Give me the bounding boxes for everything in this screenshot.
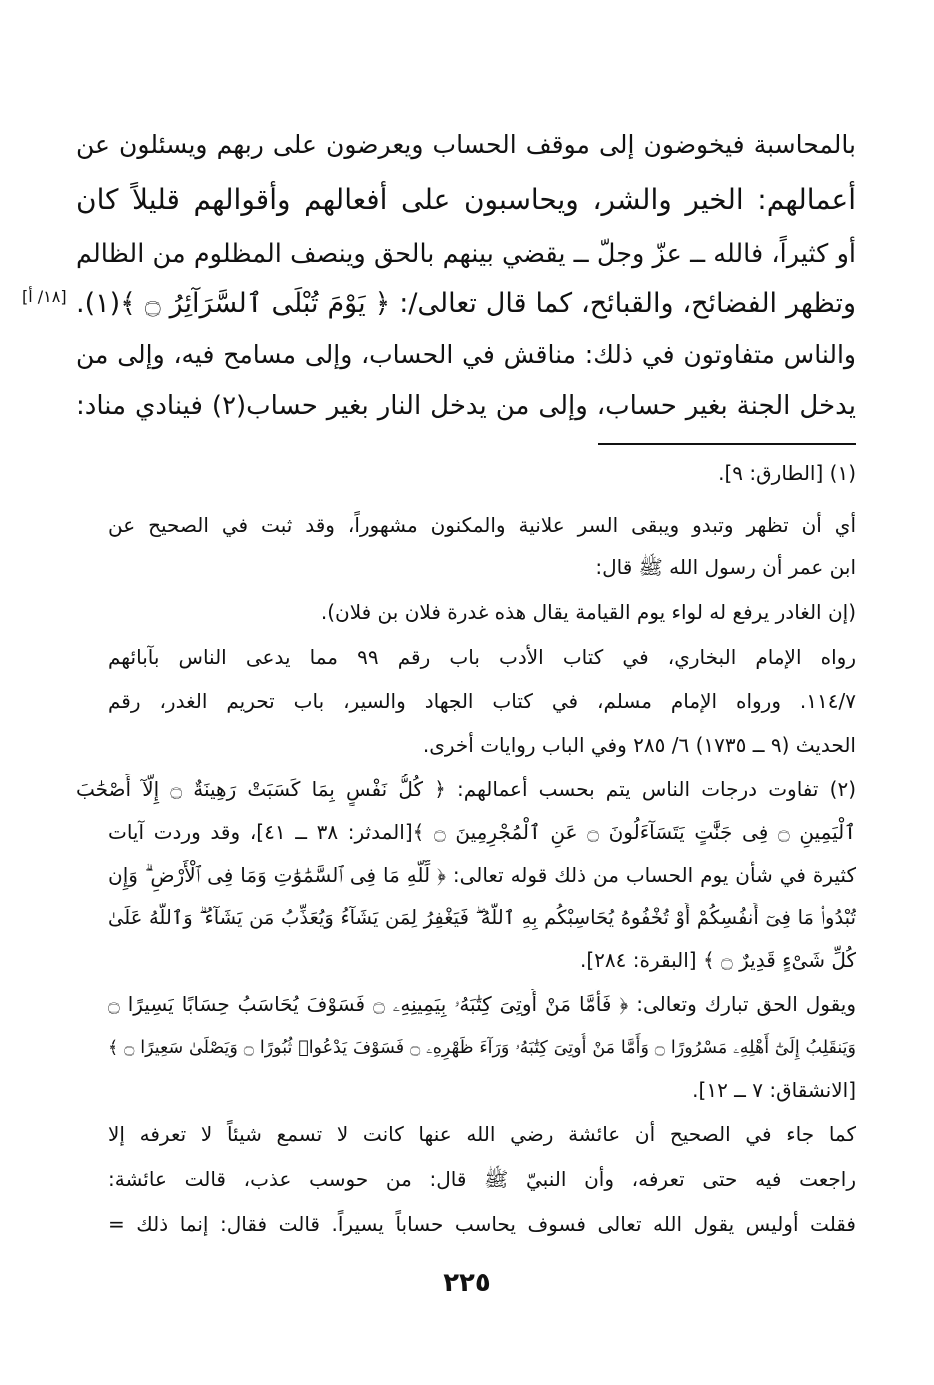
footnote-line: وَيَنقَلِبُ إِلَىٰٓ أَهْلِهِۦ مَسْرُورًا ۝ وَأَمَّا مَنْ أُوتِىَ كِتَٰبَهُۥ وَرَآءَ ظَهْرِهِۦ ۝ فَسَوْفَ يَدْعُوا۟ ثُبُورًا ۝ وَيَصْلَىٰ سَعِيرًا ۝ ﴾ (108, 1038, 856, 1058)
footnote-line: كُلِّ شَىْءٍ قَدِيرٌ ۝ ﴾ [البقرة: ٢٨٤]. (579, 948, 856, 972)
footnote-line: فقلت أوليس يقول الله تعالى فسوف يحاسب حساباً يسيراً. قالت فقال: إنما ذلك = (108, 1212, 856, 1236)
main-text-line-1: بالمحاسبة فيخوضون إلى موقف الحساب ويعرضون على ربهم ويسئلون عن (76, 130, 856, 159)
footnote-line: كما جاء في الصحيح أن عائشة رضي الله عنها كانت لا تسمع شيئاً لا تعرفه إلا (108, 1122, 856, 1146)
footnote-separator (598, 443, 856, 445)
main-text-line-5: والناس متفاوتون في ذلك: مناقش في الحساب، وإلى مسامح فيه، وإلى من (76, 340, 856, 369)
main-text-line-3: أو كثيراً، فالله ــ عزّ وجلّ ــ يقضي بينهم بالحق وينصف المظلوم من الظالم (76, 239, 856, 269)
footnote-line: [الانشقاق: ٧ ــ ١٢]. (692, 1078, 856, 1102)
footnote-1-citation: (١) [الطارق: ٩]. (718, 461, 856, 485)
footnote-line: ويقول الحق تبارك وتعالى: ﴿ فَأَمَّا مَنْ أُوتِىَ كِتَٰبَهُۥ بِيَمِينِهِۦ ۝ فَسَوْفَ يُحَاسَبُ حِسَابًا يَسِيرًا ۝ (108, 992, 856, 1016)
footnote-line: الحديث (٩ ــ ١٧٣٥) ٦/ ٢٨٥ وفي الباب روايات أخرى. (422, 733, 856, 757)
footnote-line: كثيرة في شأن يوم الحساب من ذلك قوله تعالى: ﴿ لِّلَّهِ مَا فِى ٱلسَّمَٰوَٰتِ وَمَا فِى ٱلْأَرْضِ ۗ وَإِن (108, 863, 856, 887)
footnote-line: ١١٤/٧. ورواه الإمام مسلم، في كتاب الجهاد والسير، باب تحريم الغدر، رقم (108, 689, 856, 713)
margin-folio-reference: [١٨/ أ] (22, 287, 67, 306)
footnote-line: ٱلْيَمِينِ ۝ فِى جَنَّٰتٍ يَتَسَآءَلُونَ ۝ عَنِ ٱلْمُجْرِمِينَ ۝ ﴾[المدثر: ٣٨ ــ ٤١]، وقد وردت آيات (108, 820, 856, 844)
footnote-line: تُبْدُوا۟ مَا فِىٓ أَنفُسِكُمْ أَوْ تُخْفُوهُ يُحَاسِبْكُم بِهِ ٱللَّهُ ۖ فَيَغْفِرُ لِمَن يَشَآءُ وَيُعَذِّبُ مَن يَشَآءُ ۗ وَٱللَّهُ عَلَىٰ (108, 906, 856, 929)
footnote-line: ابن عمر أن رسول الله ﷺ قال: (595, 555, 856, 579)
footnote-line: أي أن تظهر وتبدو ويبقى السر علانية والمكنون مشهوراً، وقد ثبت في الصحيح عن (108, 513, 856, 537)
page-number: ٢٢٥ (443, 1268, 491, 1298)
footnote-line: راجعت فيه حتى تعرفه، وأن النبيّ ﷺ قال: من حوسب عذب، قالت عائشة: (108, 1167, 856, 1191)
main-text-line-2: أعمالهم: الخير والشر، ويحاسبون على أفعالهم وأقوالهم قليلاً كان (76, 183, 856, 216)
main-text-line-4: وتظهر الفضائح، والقبائح، كما قال تعالى/: ﴿ يَوْمَ تُبْلَى ٱلسَّرَآئِرُ ۝ ﴾(١). (76, 288, 856, 319)
footnote-line: رواه الإمام البخاري، في كتاب الأدب باب رقم ٩٩ مما يدعى الناس بآبائهم (108, 645, 856, 669)
footnote-line: (إن الغادر يرفع له لواء يوم القيامة يقال هذه غدرة فلان بن فلان). (320, 600, 856, 624)
main-text-line-6: يدخل الجنة بغير حساب، وإلى من يدخل النار بغير حساب(٢) فينادي مناد: (76, 391, 856, 421)
footnote-2-line: (٢) تفاوت درجات الناس يتم بحسب أعمالهم: ﴿ كُلُّ نَفْسٍ بِمَا كَسَبَتْ رَهِينَةٌ ۝ إِلَّآ أَصْحَٰبَ (76, 777, 856, 801)
